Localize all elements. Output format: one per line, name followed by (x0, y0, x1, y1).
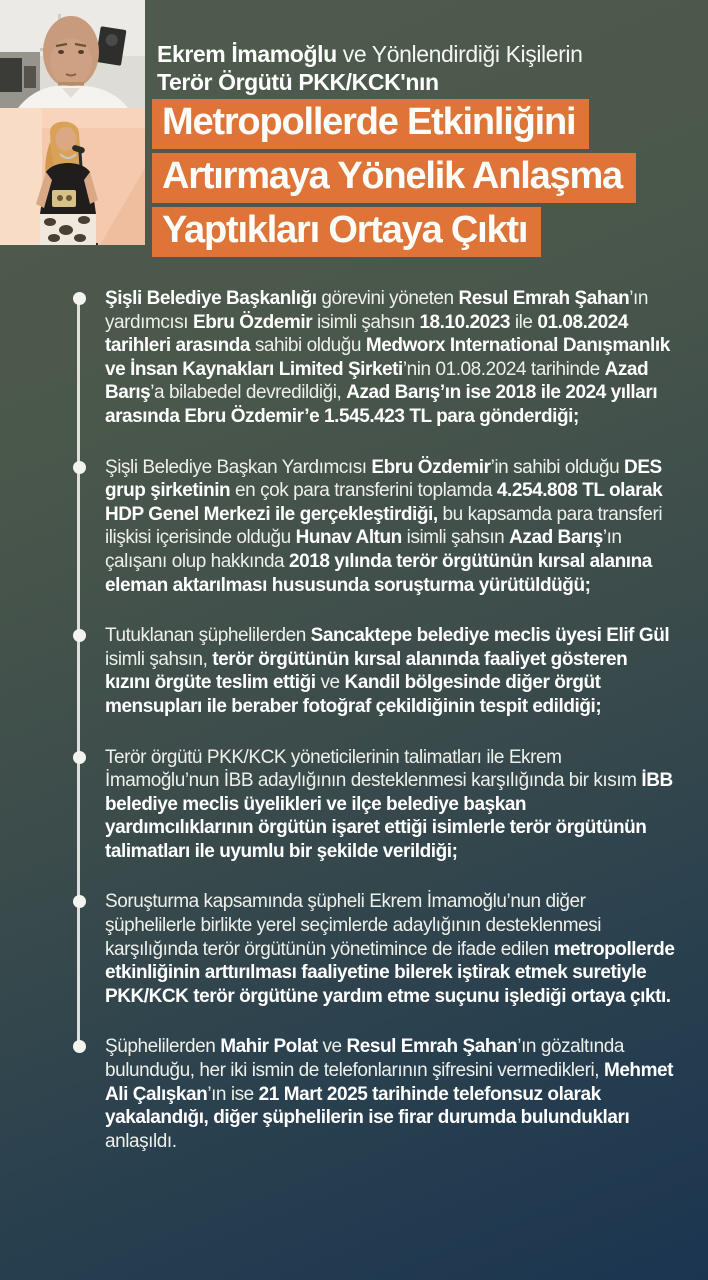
bullet-dot (73, 629, 86, 642)
bullet-dot (73, 895, 86, 908)
bullet-dot (73, 1040, 86, 1053)
header-photos (0, 0, 145, 245)
bullet-list (0, 287, 708, 1180)
bullet-item (105, 456, 676, 598)
bullet-dot (73, 461, 86, 474)
bullet-dot (73, 292, 86, 305)
timeline-connector (77, 298, 80, 1046)
bullet-text: Tutuklanan şüphelilerden Sancaktepe belediye meclis üyesi Elif Gül isimli şahsın, terör örgütünün kırsal alanında faaliyet gösteren kızını örgüte teslim ettiği ve Kandil bölgesinde diğer örgüt mensupları ile beraber fotoğraf çekildiğinin tespit edildiği; (105, 625, 670, 717)
bullet-item (105, 746, 676, 864)
photo-woman (0, 108, 145, 245)
bullet-text: Şişli Belediye Başkanlığı görevini yöneten Resul Emrah Şahan’ın yardımcısı Ebru Özdemir isimli şahsın 18.10.2023 ile 01.08.2024 tarihleri arasında sahibi olduğu Medworx International Danışmanlık ve İnsan Kaynakları Limited Şirketi’nin 01.08.2024 tarihinde Azad Barış’a bilabedel devredildiği, Azad Barış’ın ise 2018 ile 2024 yılları arasında Ebru Özdemir’e 1.545.423 TL para gönderdiği; (105, 288, 670, 427)
kicker-line1-rest: ve Yönlendirdiği Kişilerin (336, 41, 583, 67)
headline (152, 99, 636, 261)
bullet-item (105, 890, 676, 1008)
headline-bar-2: Artırmaya Yönelik Anlaşma (152, 153, 636, 203)
bullet-text: Şişli Belediye Başkan Yardımcısı Ebru Özdemir’in sahibi olduğu DES grup şirketinin en çok para transferini toplamda 4.254.808 TL olarak HDP Genel Merkezi ile gerçekleştirdiği, bu kapsamda para transferi ilişkisi içerisinde olduğu Hunav Altun isimli şahsın Azad Barış’ın çalışanı olup hakkında 2018 yılında terör örgütünün kırsal alanına eleman aktarılması hususunda soruşturma yürütüldüğü; (105, 456, 663, 596)
bullet-dot (73, 751, 86, 764)
bullet-item (105, 287, 676, 429)
headline-bar-3: Yaptıkları Ortaya Çıktı (152, 207, 541, 257)
bullet-item (105, 624, 676, 718)
bullet-text: Soruşturma kapsamında şüpheli Ekrem İmamoğlu’nun diğer şüphelilerle birlikte yerel seçimlerde adaylığının desteklenmesi karşılığında terör örgütünün yönetimince de ifade edilen metropollerde etkinliğinin arttırılması faaliyetine bilerek iştirak etmek suretiyle PKK/KCK terör örgütüne yardım etme suçunu işlediği ortaya çıktı. (105, 891, 675, 1007)
bullet-text: Şüphelilerden Mahir Polat ve Resul Emrah Şahan’ın gözaltında bulunduğu, her iki ismin de telefonlarının şifresini vermedikleri, Mehmet Ali Çalışkan’ın ise 21 Mart 2025 tarihinde telefonsuz olarak yakalandığı, diğer şüphelilerin ise firar durumda bulundukları anlaşıldı. (105, 1036, 674, 1152)
bullet-item (105, 1035, 676, 1153)
bullet-text: Terör örgütü PKK/KCK yöneticilerinin talimatları ile Ekrem İmamoğlu’nun İBB adaylığının desteklenmesi karşılığında bir kısım İBB belediye meclis üyelikleri ve ilçe belediye başkan yardımcılıklarının örgütün işaret ettiği isimlerle terör örgütünün talimatları ile uyumlu bir şekilde verildiği; (105, 746, 673, 862)
kicker (157, 41, 583, 96)
kicker-line-2: Terör Örgütü PKK/KCK'nın (157, 68, 439, 95)
headline-bar-1: Metropollerde Etkinliğini (152, 99, 589, 149)
kicker-line-1 (157, 41, 583, 69)
photo-man (0, 0, 145, 108)
kicker-line1-bold: Ekrem İmamoğlu (157, 41, 337, 67)
